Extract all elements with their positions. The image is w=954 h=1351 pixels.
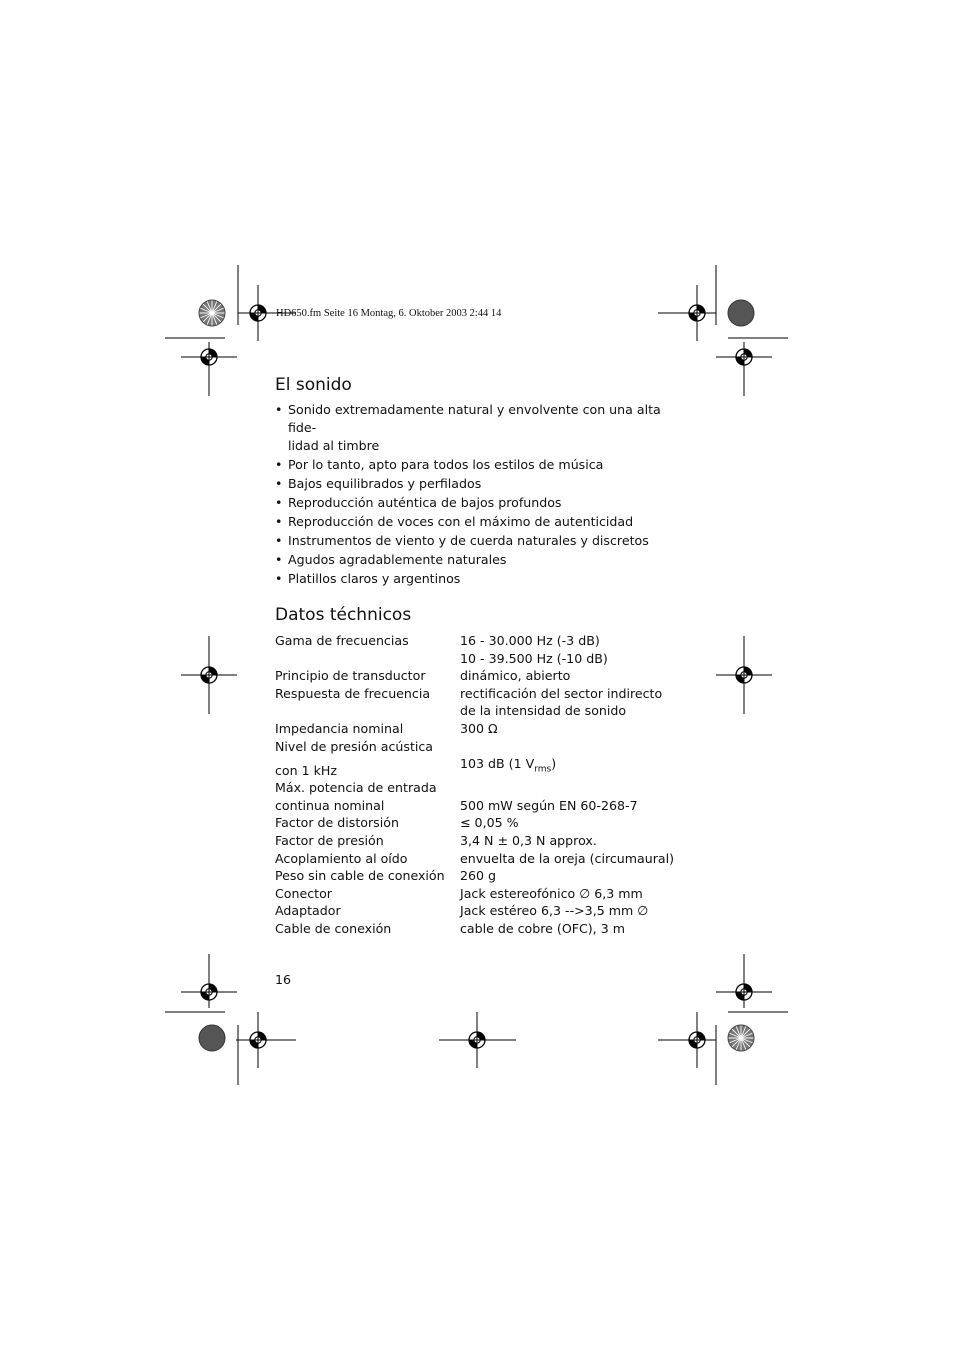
list-item: • Por lo tanto, apto para todos los estilos de música [275,456,675,474]
table-row: Factor de distorsión ≤ 0,05 % [275,815,519,831]
table-row: Nivel de presión acústica [275,738,434,754]
table-row: Máx. potencia de entrada [275,780,437,796]
list-item: • Sonido extremadamente natural y envolvente con una alta fide- lidad al timbre [275,401,675,455]
table-row: 10 - 39.500 Hz (-10 dB) [460,650,608,666]
list-item: • Instrumentos de viento y de cuerda naturales y discretos [275,532,675,550]
list-item: • Platillos claros y argentinos [275,570,675,588]
table-row: Gama de frecuencias 16 - 30.000 Hz (-3 dB) [275,633,600,648]
list-item: • Reproducción auténtica de bajos profundos [275,494,675,512]
table-row: Acoplamiento al oído envuelta de la oreja (circumaural) [275,850,675,866]
sound-features-list [275,401,675,588]
file-slug: HD650.fm Seite 16 Montag, 6. Oktober 2003 2:44 14 [276,308,502,319]
list-item: • Agudos agradablemente naturales [275,551,675,569]
table-row: Respuesta de frecuencia rectificación del sector indirecto [275,685,663,701]
page-number: 16 [275,972,292,987]
table-row: Conector Jack estereofónico ∅ 6,3 mm [275,885,643,901]
table-row: continua nominal 500 mW según EN 60-268-7 [275,797,638,813]
table-row: de la intensidad de sonido [460,703,627,719]
spl-value: 103 dB (1 $V_{rms}$) [460,756,557,775]
list-item: • Reproducción de voces con el máximo de autenticidad [275,513,675,531]
section-title-tech-data: Datos téchnicos [275,605,412,625]
tech-specs-table [275,632,674,938]
table-row: Cable de conexión cable de cobre (OFC), 3 m [275,921,625,937]
table-row: Adaptador Jack estéreo 6,3 -->3,5 mm ∅ [275,903,649,919]
list-item: • Bajos equilibrados y perfilados [275,475,675,493]
section-title-sound: El sonido [275,375,352,395]
table-row: Impedancia nominal 300 Ω [275,720,498,736]
table-row: con 1 kHz 103 dB (1 $V_{rms}$) [275,755,674,779]
table-row: Peso sin cable de conexión 260 g [275,868,497,884]
table-row: Principio de transductor dinámico, abierto [275,668,571,684]
table-row: Factor de presión 3,4 N ± 0,3 N approx. [275,833,597,849]
